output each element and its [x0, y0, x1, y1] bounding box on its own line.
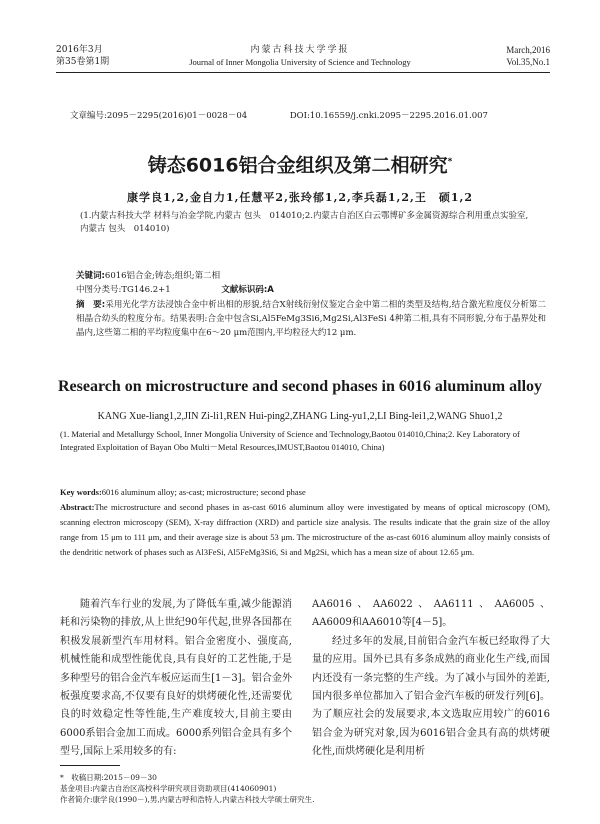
doi: DOI:10.16559/j.cnki.2095－2295.2016.01.007 — [289, 111, 488, 121]
article-meta — [70, 110, 550, 122]
abstract-en-label: Abstract: — [60, 502, 95, 512]
abstract-cn-label: 摘 要: — [76, 300, 106, 310]
keywords-en — [60, 486, 550, 499]
title-en: Research on microstructure and second phases in 6016 aluminum alloy — [57, 378, 543, 395]
abstract-en-text: The microstructure and second phases in as-cast 6016 aluminum alloy were investigated by means of optical microscopy (OM), scanning electron microscopy (SEM), X-ray diffraction (XRD) and particle size analysis. The results indicate that the grain size of the alloy range from 15 μm to 111 μm, and their average size is about 53 μm. The microstructure of the as-cast 6016 aluminum alloy mainly consists of the dendritic network of phases such as Al3FeSi, Al5FeMg3Si6, Si and Mg2Si, which has a mean size of about 12.65 μm. — [60, 502, 550, 557]
article-number: 文章编号:2095－2295(2016)01－0028－04 — [70, 111, 248, 121]
title-cn-text: 铸态6016铝合金组织及第二相研究 — [147, 154, 448, 177]
keywords-en-label: Key words: — [60, 487, 102, 497]
header-volume-cn: 第35卷第1期 — [56, 57, 110, 67]
header-journal-en: Journal of Inner Mongolia University of Science and Technology — [189, 57, 411, 67]
body-paragraph: AA6016、AA6022、AA6111、AA6005、AA6009和AA6010等[4－5]。 — [312, 599, 550, 629]
header-date-cn: 2016年3月 — [56, 45, 103, 55]
abstract-cn-text: 采用光化学方法浸蚀合金中析出相的形貌,结合X射线衍射仪鉴定合金中第二相的类型及结构,结合激光粒度仪分析第二相晶合幼头的粒度分布。结果表明:合金中包含Si,Al5FeMg3Si6,Mg2Si,Al3FeSi 4种第二相,具有不同形貌,分布于晶界处和晶内,这些第二相的平均粒度集中在6～20 μm范围内,平均粒径大约12 μm. — [76, 300, 546, 338]
abstract-en — [60, 500, 550, 560]
footnote-received: * 收稿日期:2015－09－30 — [60, 773, 157, 782]
footnote-rule — [60, 765, 120, 766]
header-right — [410, 44, 550, 68]
abstract-cn — [76, 298, 546, 340]
footnote-author: 作者简介:康学良(1990－),男,内蒙古呼和浩特人,内蒙古科技大学硕士研究生. — [60, 795, 315, 804]
keywords-cn — [76, 270, 546, 283]
body-column-left — [60, 596, 292, 762]
keywords-cn-text: 6016铝合金;铸态;组织;第二相 — [104, 271, 221, 281]
document-code: 文献标识码:A — [221, 285, 274, 295]
footnotes — [60, 772, 550, 805]
affiliation-cn: (1.内蒙古科技大学 材料与冶金学院,内蒙古 包头 014010;2.内蒙古自治区白云鄂博矿多金属资源综合利用重点实验室,内蒙古 包头 014010) — [80, 211, 529, 234]
header-left — [56, 44, 176, 68]
keywords-cn-label: 关键词: — [76, 271, 105, 281]
body-column-right — [312, 596, 550, 762]
footnote-fund: 基金项目:内蒙古自治区高校科学研究项目资助项目(414060901) — [60, 784, 277, 793]
header-volume-en: Vol.35,No.1 — [506, 57, 550, 67]
header-center — [180, 44, 420, 68]
classification — [76, 284, 274, 297]
keywords-en-text: 6016 aluminum alloy; as-cast; microstructure; second phase — [101, 487, 306, 497]
body-paragraph: 经过多年的发展,目前铝合金汽车板已经取得了大量的应用。国外已具有多条成熟的商业化生产线,而国内还没有一条完整的生产线。为了减小与国外的差距,国内很多单位都加入了铝合金汽车板的研发行列[6]。为了顺应社会的发展要求,本文选取应用较广的6016铝合金为研究对象,因为6016铝合金具有高的烘烤硬化性,而烘烤硬化是利用析 — [312, 635, 550, 758]
title-cn-mark: * — [447, 157, 453, 167]
body-paragraph: 随着汽车行业的发展,为了降低车重,减少能源消耗和污染物的排放,从上世纪90年代起,世界各国都在积极发展新型汽车用材料。铝合金密度小、强度高,机械性能和成型性能优良,具有良好的工艺性能,于是多种型号的铝合金汽车板应运而生[1－3]。铝合金外板强度要求高,不仅要有良好的烘烤硬化性,还需要优良的时效稳定性等性能,生产难度较大,目前主要由6000系铝合金加工而成。6000系列铝合金具有多个型号,国际上采用较多的有: — [60, 599, 292, 758]
affiliation-en: (1. Material and Metallurgy School, Inner Mongolia University of Science and Technology,Baotou 014010,China;2. Key Laboratory of Integrated Exploitation of Bayan Obo Multi－Metal Resources,IMUST,Baotou 014010, China) — [60, 429, 520, 452]
header-rule — [56, 72, 550, 73]
header-journal-cn: 内蒙古科技大学学报 — [250, 45, 350, 55]
authors-en: KANG Xue-liang1,2,JIN Zi-li1,REN Hui-ping2,ZHANG Ling-yu1,2,LI Bing-lei1,2,WANG Shuo1,2 — [97, 411, 503, 422]
header-date-en: March,2016 — [506, 45, 550, 55]
authors-cn: 康学良1,2,金自力1,任慧平2,张玲郁1,2,李兵磊1,2,王 硕1,2 — [126, 191, 473, 204]
clc-number: 中图分类号:TG146.2+1 — [76, 285, 171, 295]
title-cn — [30, 150, 570, 177]
